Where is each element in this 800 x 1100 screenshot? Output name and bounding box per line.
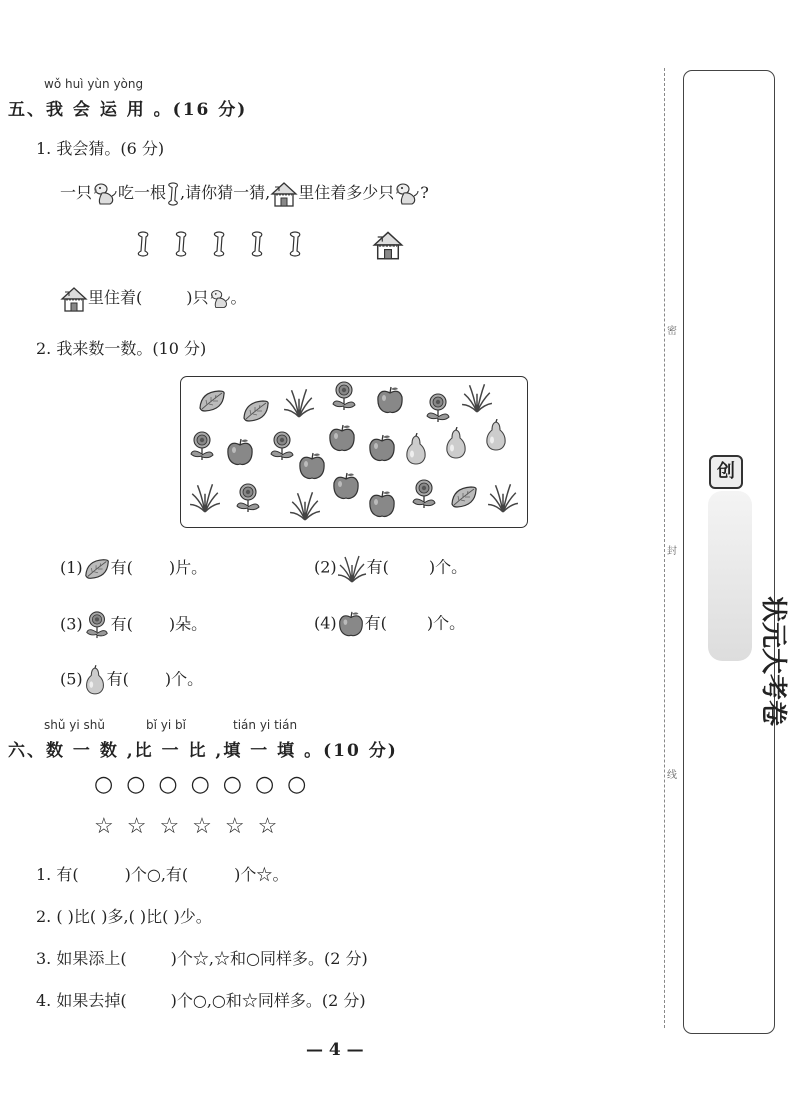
bones-row xyxy=(136,230,302,258)
q1-answer xyxy=(60,285,247,312)
q1-prompt-part3: ,请你猜一猜, xyxy=(180,183,271,202)
count-item-text-a: 有( xyxy=(110,614,133,634)
s6-q1-b: )个 xyxy=(124,865,147,884)
bone-icon xyxy=(136,230,150,258)
bone-icon xyxy=(288,230,302,258)
s6-q4-f: 和 xyxy=(225,991,242,1010)
bone-icon xyxy=(250,230,264,258)
count-item-num: (4) xyxy=(314,613,337,633)
pear-icon xyxy=(83,665,107,695)
flower-icon xyxy=(267,429,297,463)
apple-icon xyxy=(375,385,405,415)
s6-q1 xyxy=(36,862,288,885)
count-item-text-a: 有( xyxy=(110,558,133,577)
s6-q3-h: 同样多。(2 分) xyxy=(259,949,368,968)
q1-answer-b: )只 xyxy=(186,288,209,307)
s6-q4 xyxy=(36,988,366,1011)
star-icon: ☆ xyxy=(256,865,273,884)
count-item-text-a: 有( xyxy=(366,557,389,577)
section5-title: 五、我 会 运 用 。(16 分) xyxy=(8,100,248,120)
section6-pinyin-1: shǔ yi shǔ xyxy=(44,718,105,732)
pear-icon xyxy=(403,433,429,465)
pear-icon xyxy=(443,427,469,459)
flower-icon xyxy=(233,481,263,515)
count-item-text-a: 有( xyxy=(106,669,129,689)
seal-char-feng: 封 xyxy=(667,546,677,557)
seal-char-mi: 密 xyxy=(667,326,677,337)
page-number: — 4 — xyxy=(306,1040,364,1060)
circle-icon: ○ xyxy=(246,949,260,968)
leaf-icon xyxy=(241,397,271,425)
count-item-4 xyxy=(314,610,465,638)
count-item-text-a: 有( xyxy=(364,613,387,633)
flower-icon xyxy=(187,429,217,463)
dog-icon xyxy=(209,288,231,310)
circle-icon: ○ xyxy=(211,991,226,1010)
q1-prompt xyxy=(60,180,429,207)
count-item-text-b: )朵。 xyxy=(168,614,208,634)
count-item-num: (2) xyxy=(314,557,337,577)
count-item-num: (3) xyxy=(60,614,83,634)
bone-icon xyxy=(174,230,188,258)
section6-pinyin-2: bǐ yi bǐ xyxy=(146,718,186,732)
apple-icon xyxy=(331,471,361,501)
s6-q1-a: 1. 有( xyxy=(36,865,79,884)
count-item-3 xyxy=(60,610,207,640)
s6-q1-d: ,有( xyxy=(160,865,189,884)
flower-icon xyxy=(83,610,111,640)
count-item-text-b: )个。 xyxy=(428,557,468,577)
s6-q4-b: )个 xyxy=(170,991,193,1010)
section6-pinyin-3: tián yi tián xyxy=(233,718,298,732)
dog-icon xyxy=(92,182,118,206)
flower-icon xyxy=(409,477,439,511)
grass-icon xyxy=(337,553,367,583)
circle-icon: ○ xyxy=(192,991,207,1010)
s6-q3-b: )个 xyxy=(170,949,193,968)
apple-icon xyxy=(367,489,397,519)
apple-icon xyxy=(327,423,357,453)
leaf-icon xyxy=(449,483,479,511)
s6-q4-d: , xyxy=(206,991,212,1010)
s6-q1-e: )个 xyxy=(234,865,257,884)
apple-icon xyxy=(297,451,327,481)
bone-icon xyxy=(166,182,180,206)
count-item-text-b: )个。 xyxy=(164,669,204,689)
brand-title: 状元大考卷 xyxy=(758,596,788,727)
star-icon: ☆ xyxy=(241,991,258,1010)
s6-q2: 2. ( )比( )多,( )比( )少。 xyxy=(36,907,212,926)
count-item-num: (1) xyxy=(60,558,83,577)
s6-q3-d: , xyxy=(208,949,214,968)
circle-icon: ○ xyxy=(146,865,161,884)
q1-answer-a: 里住着( xyxy=(88,288,143,307)
grass-icon xyxy=(461,379,493,415)
apple-icon xyxy=(225,437,255,467)
count-item-num: (5) xyxy=(60,669,83,689)
grass-icon xyxy=(289,487,321,523)
circles-row: ○○○○○○○ xyxy=(94,772,320,797)
apple-icon xyxy=(337,610,365,638)
seal-dashed-line xyxy=(664,68,665,1028)
brand-logo-icon: 创 xyxy=(709,455,743,489)
grass-icon xyxy=(487,479,519,515)
count-item-text-b: )片。 xyxy=(168,558,208,577)
q1-prompt-part1: 一只 xyxy=(60,183,93,202)
brand-banner xyxy=(708,491,752,661)
s6-q3-f: 和 xyxy=(229,949,246,968)
q1-answer-c: 。 xyxy=(230,288,247,307)
star-icon: ☆ xyxy=(192,949,209,968)
q1-prompt-part5: ? xyxy=(420,183,429,202)
house-icon xyxy=(270,181,298,207)
grass-icon xyxy=(283,385,315,419)
s6-q1-g: 。 xyxy=(272,865,289,884)
s6-q3 xyxy=(36,946,368,969)
count-item-text-b: )个。 xyxy=(426,613,466,633)
grass-icon xyxy=(189,479,221,515)
q2-label: 2. 我来数一数。(10 分) xyxy=(36,339,207,358)
house-icon xyxy=(60,286,88,312)
star-icon: ☆ xyxy=(213,949,230,968)
leaf-icon xyxy=(197,387,227,415)
count-item-5 xyxy=(60,665,203,695)
leaf-icon xyxy=(83,556,111,582)
counting-picture-box xyxy=(180,376,528,528)
s6-q4-a: 4. 如果去掉( xyxy=(36,991,127,1010)
q1-label: 1. 我会猜。(6 分) xyxy=(36,139,165,158)
s6-q4-h: 同样多。(2 分) xyxy=(257,991,366,1010)
stars-row: ☆☆☆☆☆☆ xyxy=(94,814,291,839)
count-item-2 xyxy=(314,553,467,583)
dog-icon xyxy=(394,182,420,206)
section5-pinyin: wǒ huì yùn yòng xyxy=(44,77,144,91)
pear-icon xyxy=(483,419,509,451)
side-panel xyxy=(683,70,788,1034)
q1-prompt-part4: 里住着多少只 xyxy=(298,183,395,202)
bone-icon xyxy=(212,230,226,258)
seal-char-xian: 线 xyxy=(667,770,677,781)
section6-title: 六、数 一 数 ,比 一 比 ,填 一 填 。(10 分) xyxy=(8,741,398,761)
q1-prompt-part2: 吃一根 xyxy=(118,183,167,202)
count-item-1 xyxy=(60,555,207,582)
house-icon-large xyxy=(372,230,404,264)
flower-icon xyxy=(329,379,359,413)
apple-icon xyxy=(367,433,397,463)
s6-q3-a: 3. 如果添上( xyxy=(36,949,127,968)
flower-icon xyxy=(423,391,453,425)
